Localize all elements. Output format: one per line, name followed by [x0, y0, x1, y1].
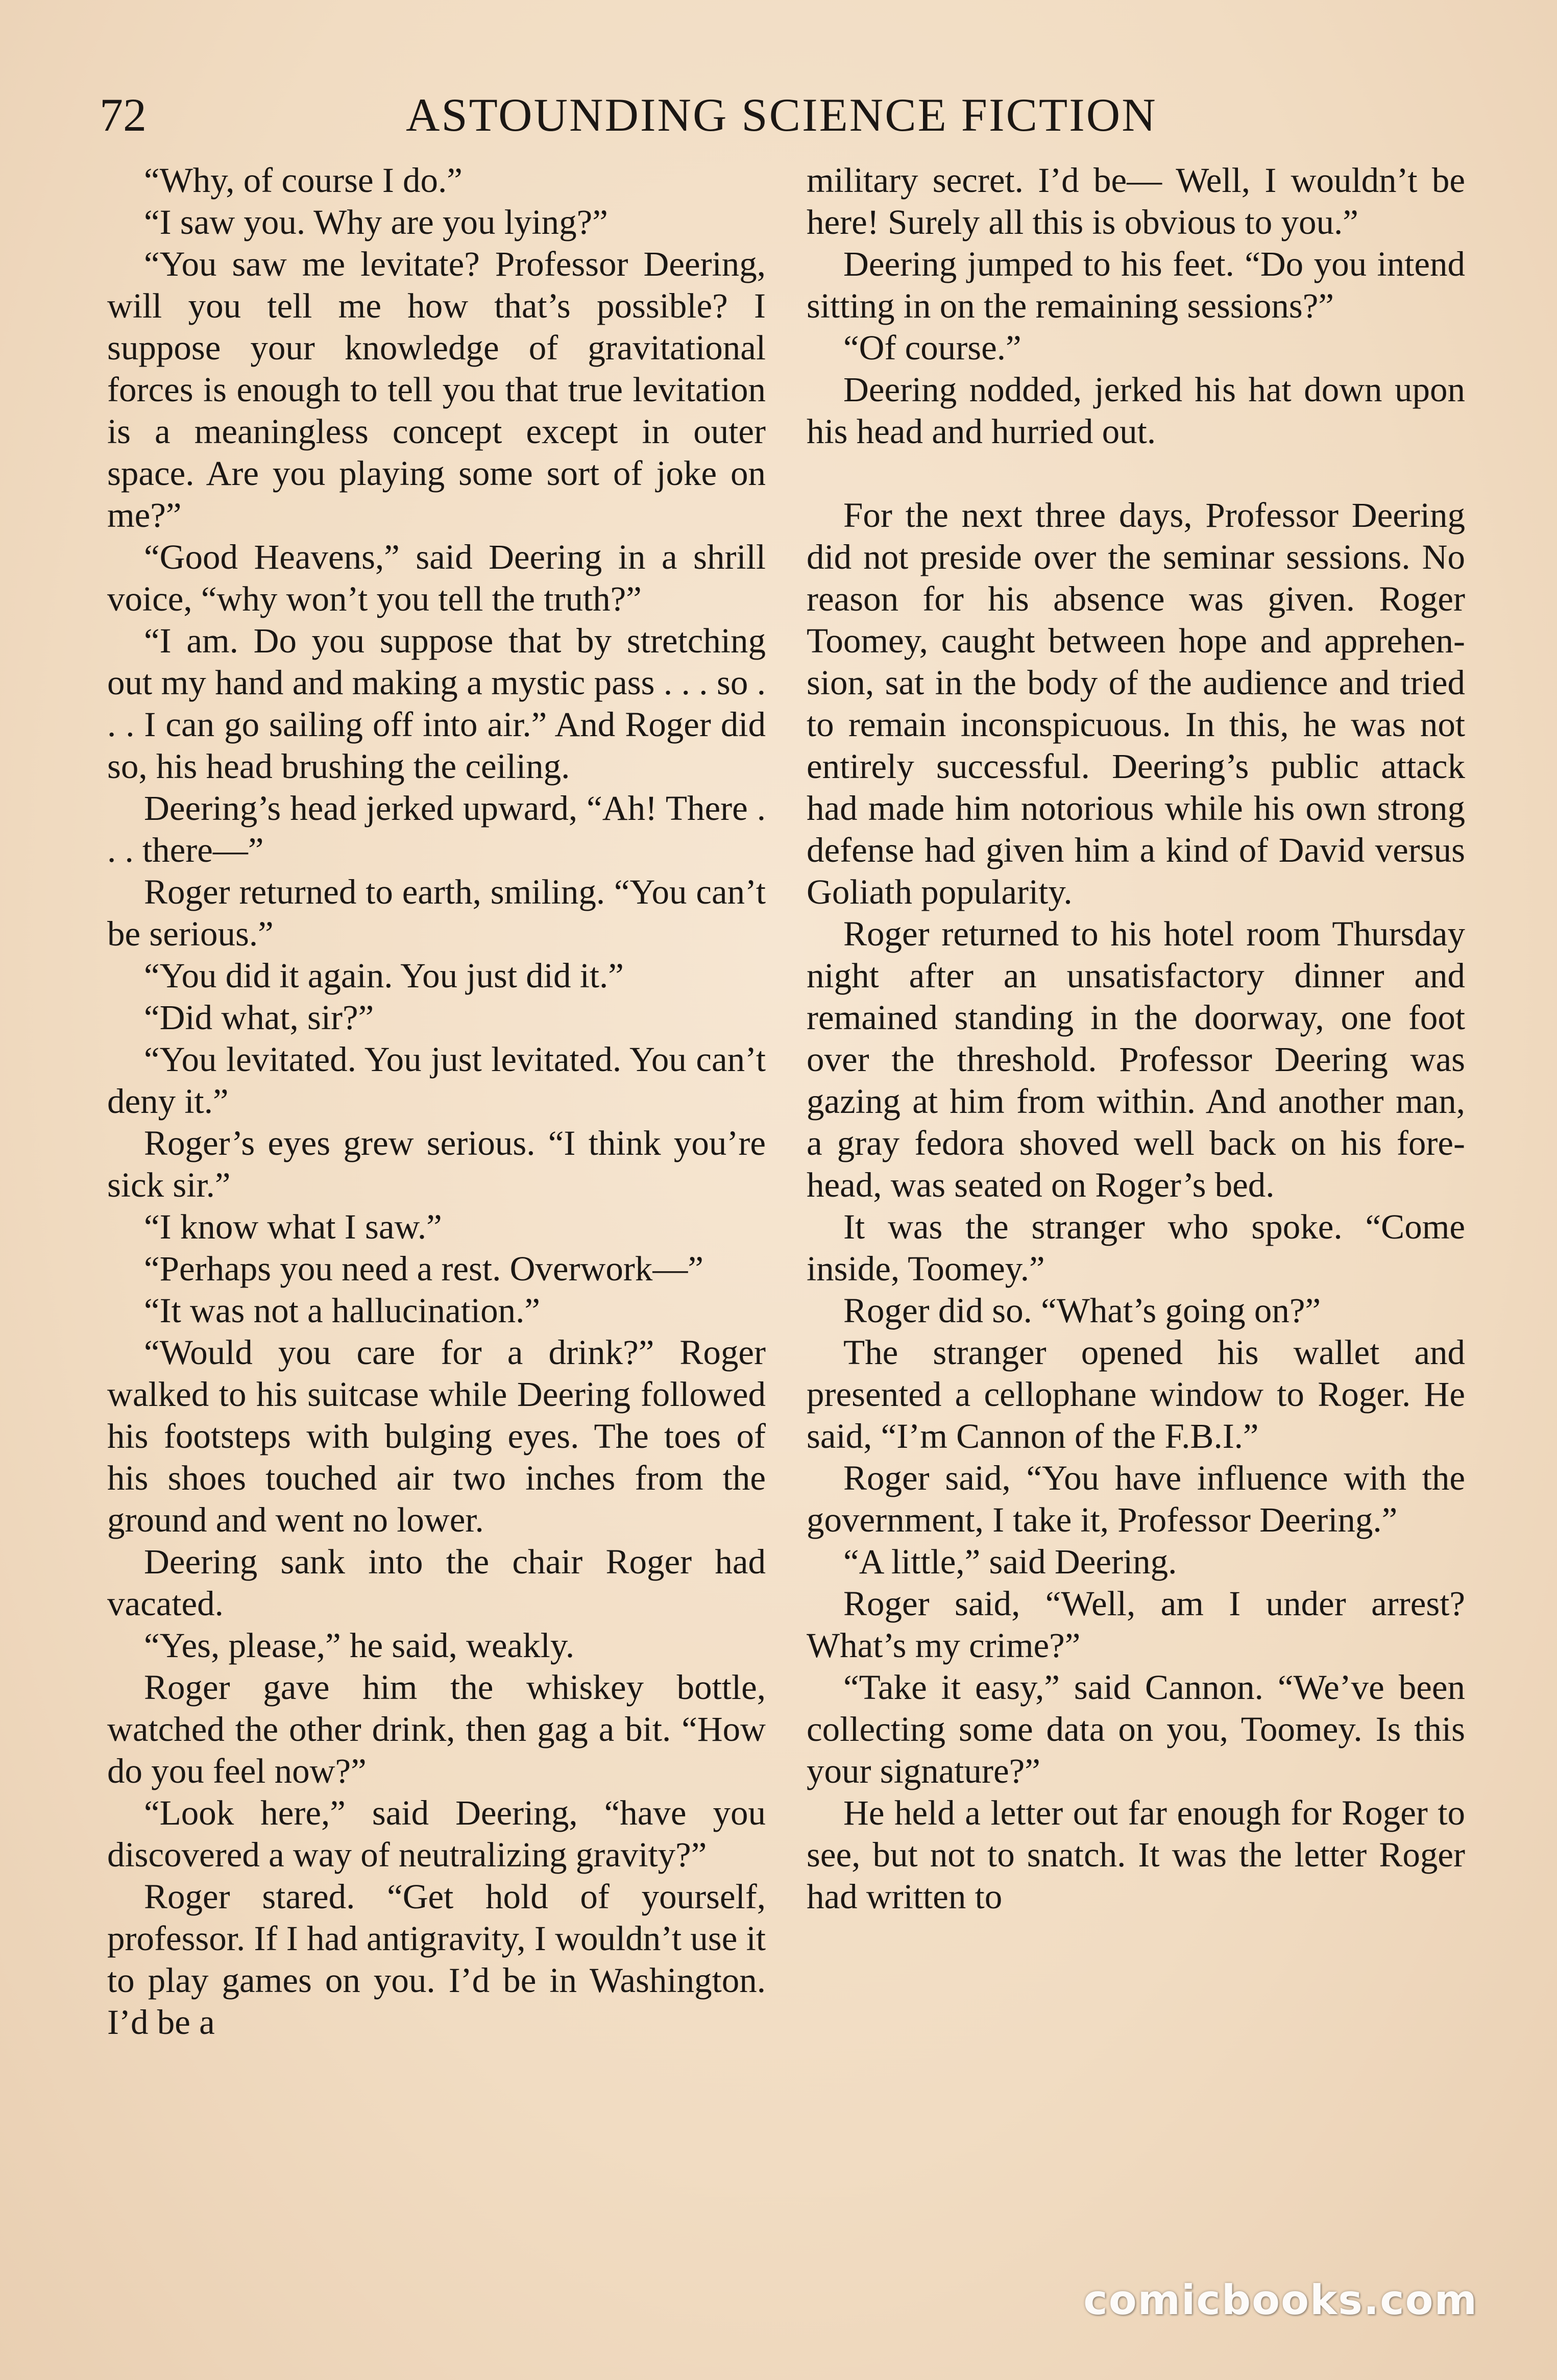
paragraph: military secret. I’d be— Well, I wouldn’t be here! Surely all this is obvious to you.” — [807, 161, 1465, 241]
paragraph: Roger did so. “What’s going on?” — [843, 1291, 1321, 1330]
paragraph: Roger returned to his hotel room Thursday night after an unsatisfactory dinner and remained standing in the doorway, one foot over the threshold. Professor Deering was gazing at him from within. And another man, a gray fedora shoved well back on his forehead, was seated on Roger’s bed. — [807, 914, 1465, 1204]
paragraph: Roger’s eyes grew serious. “I think you’re sick sir.” — [107, 1124, 766, 1204]
paragraph: “I saw you. Why are you lying?” — [144, 203, 608, 241]
paragraph: Roger stared. “Get hold of yourself, professor. If I had antigravity, I wouldn’t use it to play games on you. I’d be in Washington. I’d be a — [107, 1877, 766, 2042]
paragraph: “Why, of course I do.” — [144, 161, 463, 200]
paragraph: “Would you care for a drink?” Roger walked to his suitcase while Deering followed his footsteps with bulging eyes. The toes of his shoes touched air two inches from the ground and went no lower. — [107, 1333, 766, 1539]
paragraph: For the next three days, Professor Deering did not preside over the seminar sessions. No reason for his absence was given. Roger Toomey, caught between hope and apprehension, sat in the body of the audience and tried to remain inconspicuous. In this, he was not entirely successful. Deering’s public attack had made him notorious while his own strong defense had given him a kind of David versus Goliath popularity. — [807, 496, 1465, 911]
page-number: 72 — [100, 89, 147, 141]
paragraph: “You did it again. You just did it.” — [144, 956, 624, 995]
page-header — [100, 87, 1455, 143]
paragraph: It was the stranger who spoke. “Come inside, Toomey.” — [807, 1207, 1465, 1288]
paragraph: The stranger opened his wallet and presented a cellophane window to Roger. He said, “I’m Cannon of the F.B.I.” — [807, 1333, 1465, 1455]
right-column — [807, 159, 1465, 1917]
paragraph: Roger said, “Well, am I under arrest? What’s my crime?” — [807, 1584, 1465, 1665]
paragraph: “Perhaps you need a rest. Overwork—” — [144, 1249, 703, 1288]
left-column — [107, 159, 766, 2043]
paragraph: Deering jumped to his feet. “Do you intend sitting in on the remaining sessions?” — [807, 245, 1465, 325]
paragraph: “You saw me levitate? Professor Deering, will you tell me how that’s possible? I suppose your knowledge of gravitational forces is enough to tell you that true levitation is a meaningless concept except in outer space. Are you playing some sort of joke on me?” — [107, 245, 766, 535]
paragraph: “You levitated. You just levitated. You can’t deny it.” — [107, 1040, 766, 1121]
paragraph: Deering’s head jerked upward, “Ah! There . . . there—” — [107, 789, 766, 869]
running-head: ASTOUNDING SCIENCE FICTION — [406, 89, 1157, 141]
paragraph: Roger said, “You have influence with the government, I take it, Professor Deering.” — [807, 1459, 1465, 1539]
watermark-logo: comicbooks.com — [1083, 2276, 1478, 2324]
paragraph: “Of course.” — [843, 328, 1021, 367]
section-break — [807, 452, 1465, 494]
paragraph: “Look here,” said Deering, “have you discovered a way of neutralizing gravity?” — [107, 1793, 766, 1874]
paragraph: Roger returned to earth, smiling. “You can’t be serious.” — [107, 872, 766, 953]
paragraph: “Good Heavens,” said Deering in a shrill voice, “why won’t you tell the truth?” — [107, 538, 766, 618]
paragraph: “I know what I saw.” — [144, 1207, 442, 1246]
paragraph: He held a letter out far enough for Roger to see, but not to snatch. It was the letter Roger had written to — [807, 1793, 1465, 1916]
paragraph: “Did what, sir?” — [144, 998, 374, 1037]
paragraph: “It was not a hallucination.” — [144, 1291, 540, 1330]
paragraph: Roger gave him the whiskey bottle, watched the other drink, then gag a bit. “How do you feel now?” — [107, 1668, 766, 1790]
paragraph: Deering sank into the chair Roger had vacated. — [107, 1542, 766, 1623]
paragraph: “Take it easy,” said Cannon. “We’ve been collecting some data on you, Toomey. Is this your signature?” — [807, 1668, 1465, 1790]
paragraph: Deering nodded, jerked his hat down upon his head and hurried out. — [807, 370, 1465, 451]
paragraph: “A little,” said Deering. — [843, 1542, 1177, 1581]
paragraph: “Yes, please,” he said, weakly. — [144, 1626, 575, 1665]
paragraph: “I am. Do you suppose that by stretching out my hand and making a mystic pass . . . so . . . I can go sailing off into air.” And Roger did so, his head brushing the ceiling. — [107, 621, 766, 786]
